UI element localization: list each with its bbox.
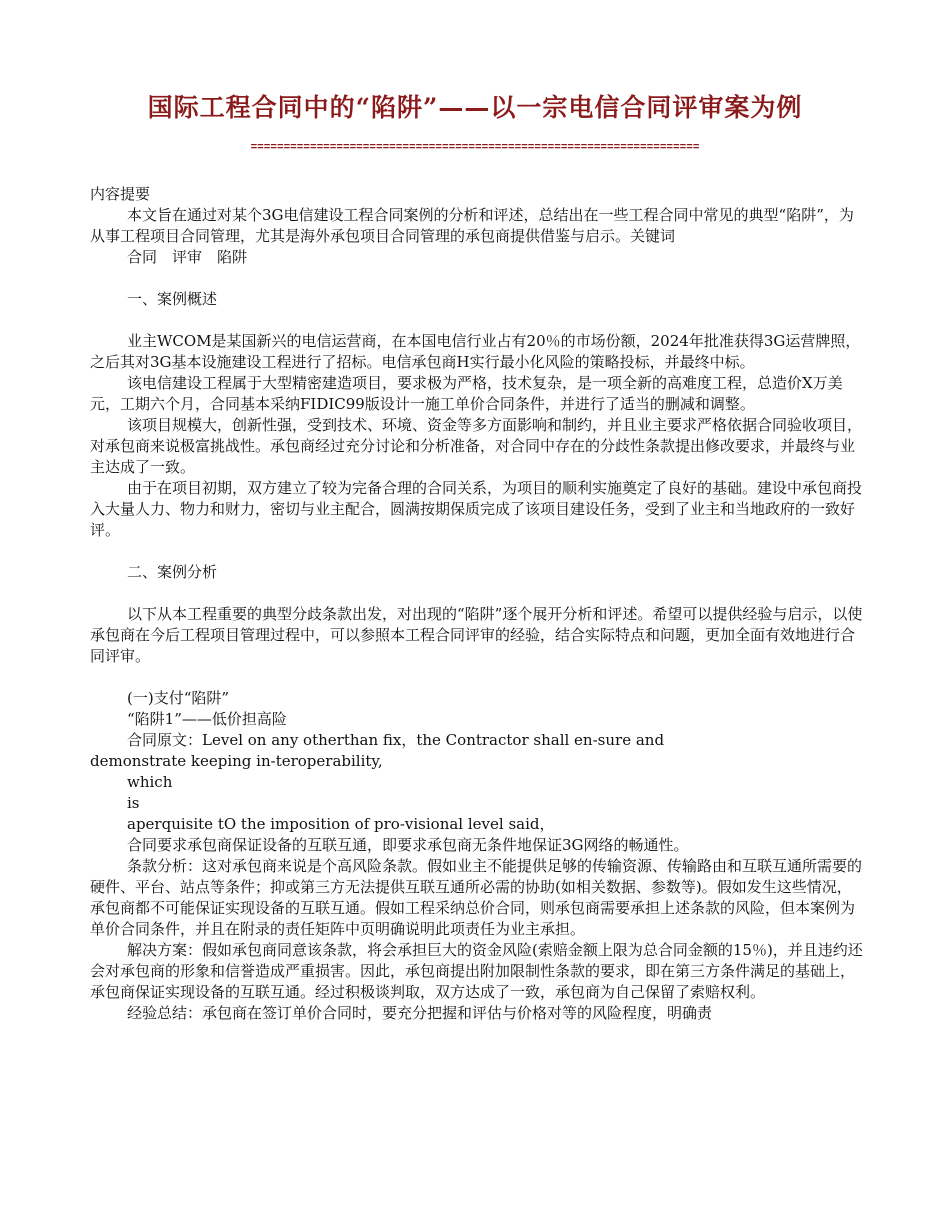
paragraph: 业主WCOM是某国新兴的电信运营商，在本国电信行业占有20％的市场份额，2024年批准获得3G运营牌照，之后其对3G基本设施建设工程进行了招标。电信承包商H实行最小化风险的策略投标，并最终中标。 bbox=[90, 332, 861, 371]
keywords: 合同 评审 陷阱 bbox=[127, 248, 248, 266]
abstract-label: 内容提要 bbox=[90, 185, 151, 203]
document-body bbox=[90, 184, 865, 1024]
paragraph: 该项目规模大，创新性强，受到技术、环境、资金等多方面影响和制约，并且业主要求严格依据合同验收项目，对承包商来说极富挑战性。承包商经过充分讨论和分析准备，对合同中存在的分歧性条款提出修改要求，并最终与业主达成了一致。 bbox=[90, 416, 863, 476]
solution: 解决方案：假如承包商同意该条款，将会承担巨大的资金风险(索赔金额上限为总合同金额的15％)，并且违约还会对承包商的形象和信誉造成严重损害。因此，承包商提出附加限制性条款的要求，即在第三方条件满足的基础上，承包商保证实现设备的互联互通。经过积极谈判取，双方达成了一致，承包商为自己保留了索赔权利。 bbox=[90, 941, 863, 1001]
paragraph: 由于在项目初期，双方建立了较为完备合理的合同关系，为项目的顺利实施奠定了良好的基础。建设中承包商投入大量人力、物力和财力，密切与业主配合，圆满按期保质完成了该项目建设任务，受到了业主和当地政府的一致好评。 bbox=[90, 479, 863, 539]
title-separator: ==================================================================== bbox=[250, 142, 700, 154]
document-title: 国际工程合同中的“陷阱”——以一宗电信合同评审案为例 bbox=[147, 93, 803, 122]
paragraph: 该电信建设工程属于大型精密建造项目，要求极为严格，技术复杂，是一项全新的高难度工程，总造价X万美元，工期六个月，合同基本采纳FIDIC99版设计一施工单价合同条件，并进行了适当的删减和调整。 bbox=[90, 374, 843, 413]
contract-original-line: demonstrate keeping in-teroperability, bbox=[90, 752, 383, 770]
section-heading-1: 一、案例概述 bbox=[127, 290, 218, 308]
sub-heading: (一)支付“陷阱” bbox=[127, 689, 230, 707]
contract-original-line: which bbox=[127, 773, 173, 791]
contract-original-line: 合同原文：Level on any otherthan fix，the Contractor shall en-sure and bbox=[127, 731, 665, 749]
contract-original-line: is bbox=[127, 794, 140, 812]
lesson-summary: 经验总结：承包商在签订单价合同时，要充分把握和评估与价格对等的风险程度，明确责 bbox=[127, 1004, 713, 1022]
section-heading-2: 二、案例分析 bbox=[127, 563, 218, 581]
paragraph: 以下从本工程重要的典型分歧条款出发，对出现的“陷阱”逐个展开分析和评述。希望可以提供经验与启示，以使承包商在今后工程项目管理过程中，可以参照本工程合同评审的经验，结合实际特点和问题，更加全面有效地进行合同评审。 bbox=[90, 605, 863, 665]
clause-analysis: 条款分析：这对承包商来说是个高风险条款。假如业主不能提供足够的传输资源、传输路由和互联互通所需要的硬件、平台、站点等条件；抑或第三方无法提供互联互通所必需的协助(如相关数据、参数等)。假如发生这些情况，承包商都不可能保证实现设备的互联互通。假如工程采纳总价合同，则承包商需要承担上述条款的风险，但本案例为单价合同条件，并且在附录的责任矩阵中页明确说明此项责任为业主承担。 bbox=[90, 857, 863, 938]
trap-title: “陷阱1”——低价担高险 bbox=[127, 710, 287, 728]
contract-requirement: 合同要求承包商保证设备的互联互通，即要求承包商无条件地保证3G网络的畅通性。 bbox=[127, 836, 689, 854]
contract-original-line: aperquisite tO the imposition of pro-visional level said， bbox=[127, 815, 555, 833]
abstract-text: 本文旨在通过对某个3G电信建设工程合同案例的分析和评述，总结出在一些工程合同中常见的典型“陷阱”，为从事工程项目合同管理，尤其是海外承包项目合同管理的承包商提供借鉴与启示。关键词 bbox=[90, 206, 854, 245]
